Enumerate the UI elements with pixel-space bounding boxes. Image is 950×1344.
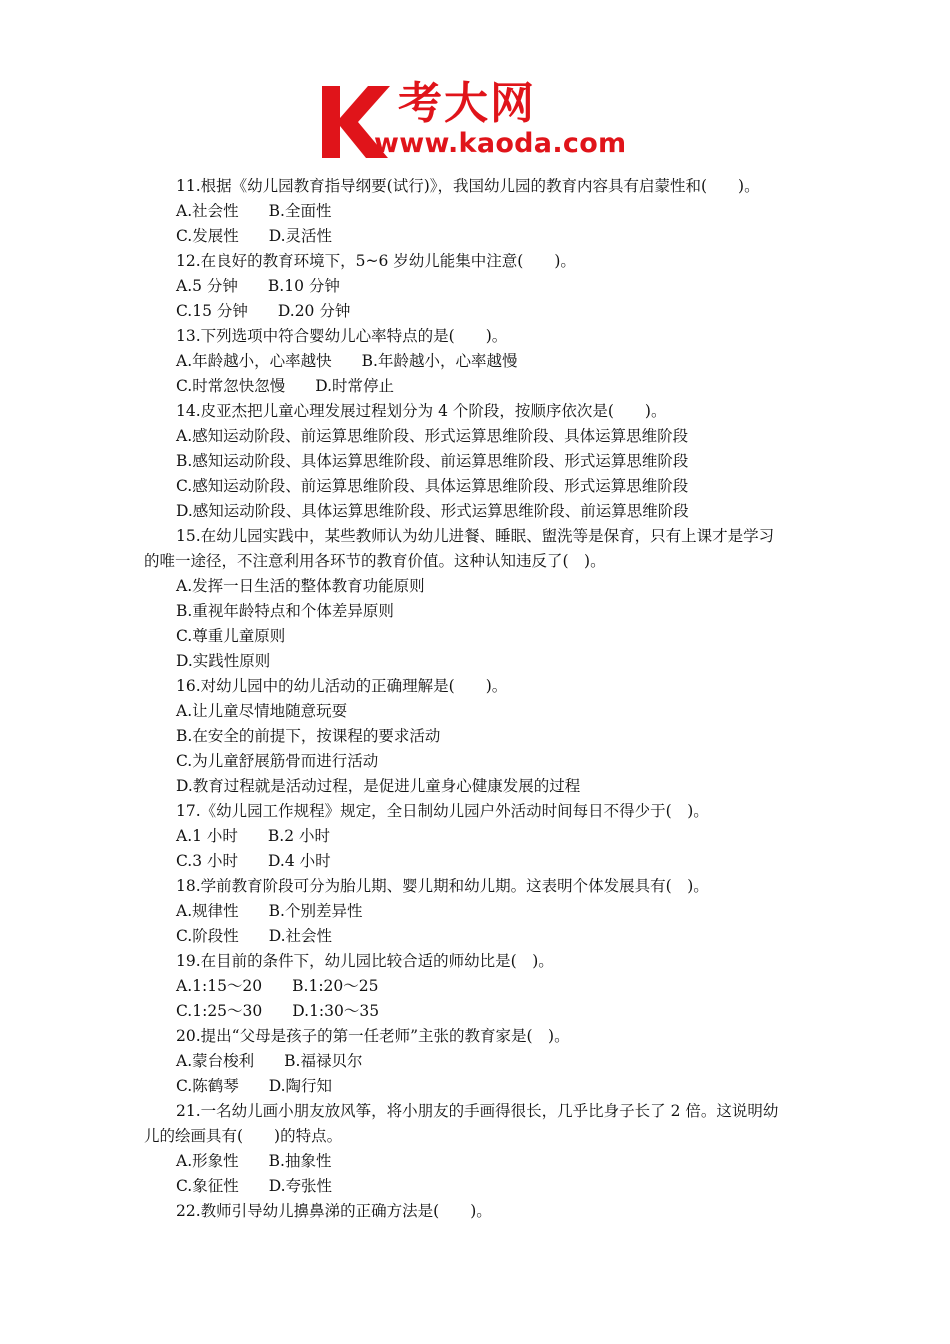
answer-option-row [144,349,816,374]
question-stem: 22.教师引导幼儿擤鼻涕的正确方法是( )。 [176,1202,492,1220]
answer-option: C.为儿童舒展筋骨而进行活动 [176,752,379,770]
answer-option: B.抽象性 [268,1152,332,1170]
question-stem: 13.下列选项中符合婴幼儿心率特点的是( )。 [176,327,508,345]
question-stem: 14.皮亚杰把儿童心理发展过程划分为 4 个阶段，按顺序依次是( )。 [176,402,667,420]
answer-option: B.福禄贝尔 [284,1052,363,1070]
answer-option: A.1:15～20 [176,977,263,995]
answer-option: D.社会性 [268,927,333,945]
answer-option: D.4 小时 [268,852,331,870]
answer-option: A.年龄越小，心率越快 [176,352,332,370]
answer-option-row [144,299,816,324]
answer-option: A.规律性 [176,902,239,920]
answer-option: B.2 小时 [267,827,331,845]
answer-option: C.象征性 [176,1177,239,1195]
answer-option: C.15 分钟 [176,302,248,320]
answer-option: D.实践性原则 [176,652,271,670]
question-stem-continuation: 儿的绘画具有( )的特点。 [144,1127,343,1145]
answer-option-row [144,1074,816,1099]
answer-option: B.感知运动阶段、具体运算思维阶段、前运算思维阶段、形式运算思维阶段 [176,452,689,470]
answer-option: C.时常忽快忽慢 [176,377,286,395]
answer-option: C.1:25～30 [176,1002,263,1020]
answer-option-row [144,849,816,874]
answer-option: B.在安全的前提下，按课程的要求活动 [176,727,441,745]
logo-url: www.kaoda.com [374,128,627,159]
logo-chinese-name: 考大网 [398,78,536,129]
answer-option: C.感知运动阶段、前运算思维阶段、具体运算思维阶段、形式运算思维阶段 [176,477,689,495]
answer-option-row [144,199,816,224]
answer-option: B.全面性 [268,202,332,220]
question-stem: 17.《幼儿园工作规程》规定，全日制幼儿园户外活动时间每日不得少于( )。 [176,802,709,820]
answer-option: A.形象性 [176,1152,239,1170]
answer-option: D.夸张性 [268,1177,333,1195]
answer-option-row [144,999,816,1024]
answer-option: D.陶行知 [268,1077,333,1095]
answer-option: A.感知运动阶段、前运算思维阶段、形式运算思维阶段、具体运算思维阶段 [176,427,689,445]
answer-option-row [144,1174,816,1199]
exam-questions [144,174,816,1224]
question-stem: 11.根据《幼儿园教育指导纲要(试行)》，我国幼儿园的教育内容具有启蒙性和( )。 [176,177,760,195]
question-stem: 20.提出“父母是孩子的第一任老师”主张的教育家是( )。 [176,1027,570,1045]
question-stem: 15.在幼儿园实践中，某些教师认为幼儿进餐、睡眠、盥洗等是保育，只有上课才是学习 [176,527,775,545]
answer-option: A.社会性 [176,202,239,220]
answer-option-row [144,824,816,849]
question-stem-continuation: 的唯一途径，不注意利用各环节的教育价值。这种认知违反了( )。 [144,552,606,570]
answer-option-row [144,899,816,924]
answer-option: D.灵活性 [268,227,333,245]
answer-option: B.重视年龄特点和个体差异原则 [176,602,394,620]
answer-option: C.3 小时 [176,852,239,870]
answer-option-row [144,274,816,299]
answer-option: C.尊重儿童原则 [176,627,286,645]
answer-option: C.陈鹤琴 [176,1077,239,1095]
answer-option: A.蒙台梭利 [176,1052,255,1070]
answer-option: C.发展性 [176,227,239,245]
kaoda-logo [318,80,638,162]
question-stem: 19.在目前的条件下，幼儿园比较合适的师幼比是( )。 [176,952,554,970]
answer-option: D.感知运动阶段、具体运算思维阶段、形式运算思维阶段、前运算思维阶段 [176,502,689,520]
answer-option-row [144,1149,816,1174]
answer-option: C.阶段性 [176,927,239,945]
question-stem: 18.学前教育阶段可分为胎儿期、婴儿期和幼儿期。这表明个体发展具有( )。 [176,877,709,895]
answer-option: A.5 分钟 [176,277,238,295]
answer-option: B.年龄越小，心率越慢 [361,352,518,370]
answer-option: A.让儿童尽情地随意玩耍 [176,702,348,720]
answer-option: A.1 小时 [176,827,238,845]
answer-option: B.1:20～25 [292,977,379,995]
answer-option: A.发挥一日生活的整体教育功能原则 [176,577,425,595]
answer-option-row [144,974,816,999]
question-stem: 21.一名幼儿画小朋友放风筝，将小朋友的手画得很长，几乎比身子长了 2 倍。这说明幼 [176,1102,779,1120]
answer-option: B.10 分钟 [267,277,340,295]
answer-option: D.1:30～35 [292,1002,380,1020]
answer-option: D.教育过程就是活动过程，是促进儿童身心健康发展的过程 [176,777,581,795]
question-stem: 16.对幼儿园中的幼儿活动的正确理解是( )。 [176,677,508,695]
answer-option-row [144,374,816,399]
question-stem: 12.在良好的教育环境下，5~6 岁幼儿能集中注意( )。 [176,252,576,270]
answer-option: D.时常停止 [315,377,395,395]
answer-option-row [144,924,816,949]
answer-option: B.个别差异性 [268,902,363,920]
answer-option-row [144,1049,816,1074]
answer-option: D.20 分钟 [277,302,351,320]
answer-option-row [144,224,816,249]
